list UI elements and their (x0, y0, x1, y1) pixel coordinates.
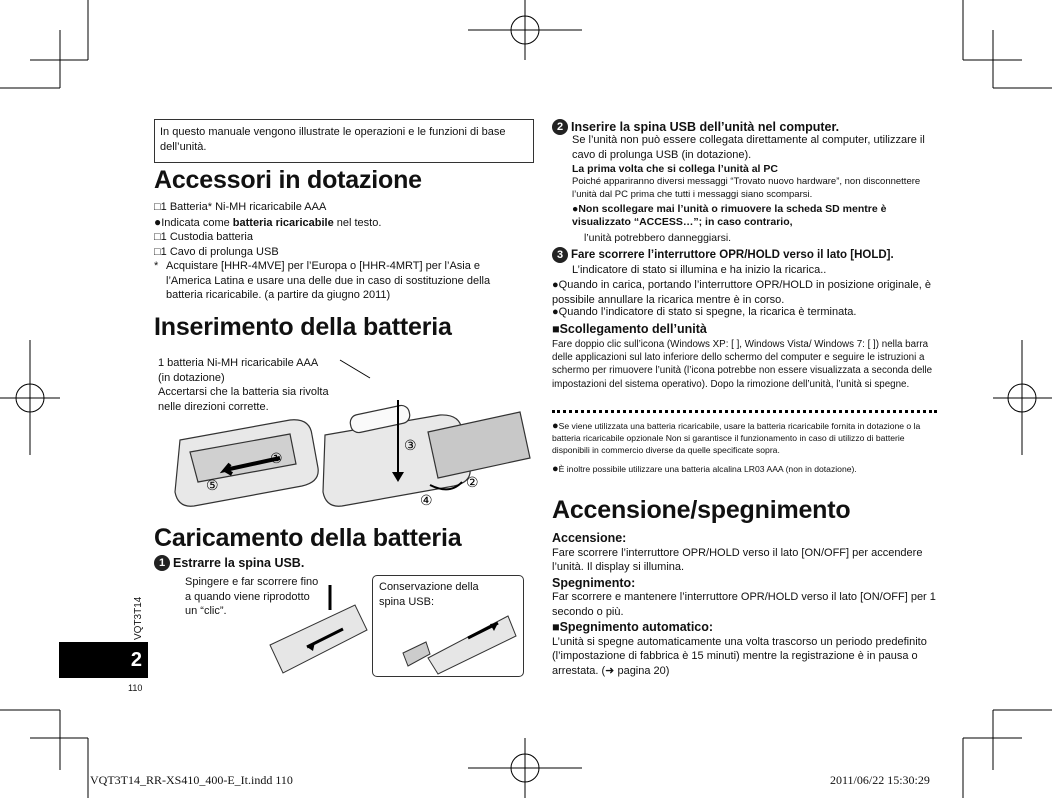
step2-text: Se l’unità non può essere collegata direttamente al computer, utilizzare il cavo di prolunga USB (in dotazione). (572, 134, 925, 161)
footer-file: VQT3T14_RR-XS410_400-E_It.indd 110 (90, 773, 293, 787)
charging-step1-text: Spingere e far scorrere fino a quando viene riprodotto un “clic”. (185, 576, 319, 617)
bullet-2: ●Quando l’indicatore di stato si spegne, la ricarica è terminata. (552, 306, 857, 318)
accessory-item: □1 Cavo di prolunga USB (154, 245, 279, 258)
page-number: 110 (128, 683, 143, 693)
small-note-2: ●È inoltre possibile utilizzare una batteria alcalina LR03 AAA (non in dotazione). (552, 463, 857, 475)
usb-storage-box (372, 575, 524, 677)
doc-code-vertical: VQT3T14 (133, 596, 144, 640)
accessories-list (154, 200, 534, 303)
bullet-1: ●Quando in carica, portando l’interruttore OPR/HOLD in posizione originale, è possibile annullare la ricarica mentre è in corso. (552, 279, 932, 306)
warning-text: ●Non scollegare mai l’unità o rimuovere la scheda SD mentre è visualizzato “ACCESS…”; in caso contrario, (572, 203, 887, 228)
first-time-title: La prima volta che si collega l’unità al PC (572, 163, 778, 175)
chapter-tab: 2 (59, 642, 148, 678)
small-note-1: ●Se viene utilizzata una batteria ricaricabile, usare la batteria ricaricabile fornita in dotazione o la batteria ricaricabile opzionale Non si garantisce il funzionamento in caso di utilizzo di batterie disponibili in commercio diverse da quelle specificate sopra. (552, 420, 921, 455)
usb-retract-illustration (398, 598, 518, 673)
step3-text: L’indicatore di stato si illumina e ha inizio la ricarica.. (572, 264, 827, 276)
charging-step1: 1 Estrarre la spina USB. (154, 554, 304, 572)
battery-insertion-illustration (170, 360, 540, 520)
charging-title: Caricamento della batteria (154, 524, 462, 552)
warning-tail: l’unità potrebbero danneggiarsi. (584, 232, 732, 244)
accessory-item: □1 Batteria* Ni-MH ricaricabile AAA (154, 201, 327, 213)
power-title: Accensione/spegnimento (552, 496, 851, 524)
accessory-footnote: * Acquistare [HHR-4MVE] per l’Europa o [HHR-4MRT] per l’Asia e l’America Latina e usare una delle due in caso di sostituzione della batteria ricaricabile. (a partire da giugno 2011) (154, 260, 491, 301)
intro-box: In questo manuale vengono illustrate le operazioni e le funzioni di base dell’unità. (154, 119, 534, 163)
step-mark: ② (466, 474, 479, 490)
disconnect-text: Fare doppio clic sull’icona (Windows XP: [ ], Windows Vista/ Windows 7: [ ]) nella barra delle applicazioni sul lato inferiore dello schermo del computer e seguire le istruzioni a schermo per rimuovere l’unità (l’icona potrebbe non essere visualizzata a seconda delle impostazioni del sistema operativo). Dopo la rimozione dell’unità, l’unità si spegne. (552, 339, 933, 390)
step-mark: ④ (420, 492, 433, 508)
step-mark: ① (270, 450, 283, 466)
dotted-divider (552, 410, 937, 413)
accessories-title: Accessori in dotazione (154, 166, 422, 194)
step-mark: ③ (404, 437, 417, 453)
step-mark: ⑤ (206, 477, 219, 493)
footer-date: 2011/06/22 15:30:29 (830, 773, 930, 787)
disconnect-title: ■Scollegamento dell’unità (552, 322, 707, 336)
accessory-item: □1 Custodia batteria (154, 231, 253, 243)
first-time-text: Poiché appariranno diversi messaggi “Trovato nuovo hardware”, non disconnettere l’unità dal PC prima che tutti i messaggi siano scomparsi. (572, 176, 921, 200)
usb-extend-illustration (265, 585, 370, 680)
accessory-note: ●Indicata come batteria ricaricabile nel testo. (154, 214, 382, 229)
power-section: Accensione: Fare scorrere l’interruttore OPR/HOLD verso il lato [ON/OFF] per accendere l’unità. Il display si illumina. Spegnimento: Far scorrere e mantenere l’interruttore OPR/HOLD verso il lato [ON/OFF] per 1 secondo o più. ■Spegnimento automatico: L’unità si spegne automaticamente una volta trascorso un periodo predefinito (l’impostazione di fabbrica è 15 minuti) mentre la registrazione è in pausa o arrestata. (➜ pagina 20) (552, 531, 936, 677)
step2-header: 2 Inserire la spina USB dell’unità nel computer. (552, 118, 839, 136)
step3-header: 3 Fare scorrere l’interruttore OPR/HOLD verso il lato [HOLD]. (552, 247, 894, 263)
insertion-title: Inserimento della batteria (154, 313, 452, 341)
step-number: 1 (154, 555, 170, 571)
usb-storage-label: Conservazione della spina USB: (379, 581, 479, 608)
insertion-caption: 1 batteria Ni-MH ricaricabile AAA (in dotazione) Accertarsi che la batteria sia rivolta nelle direzioni corrette. (158, 357, 329, 413)
